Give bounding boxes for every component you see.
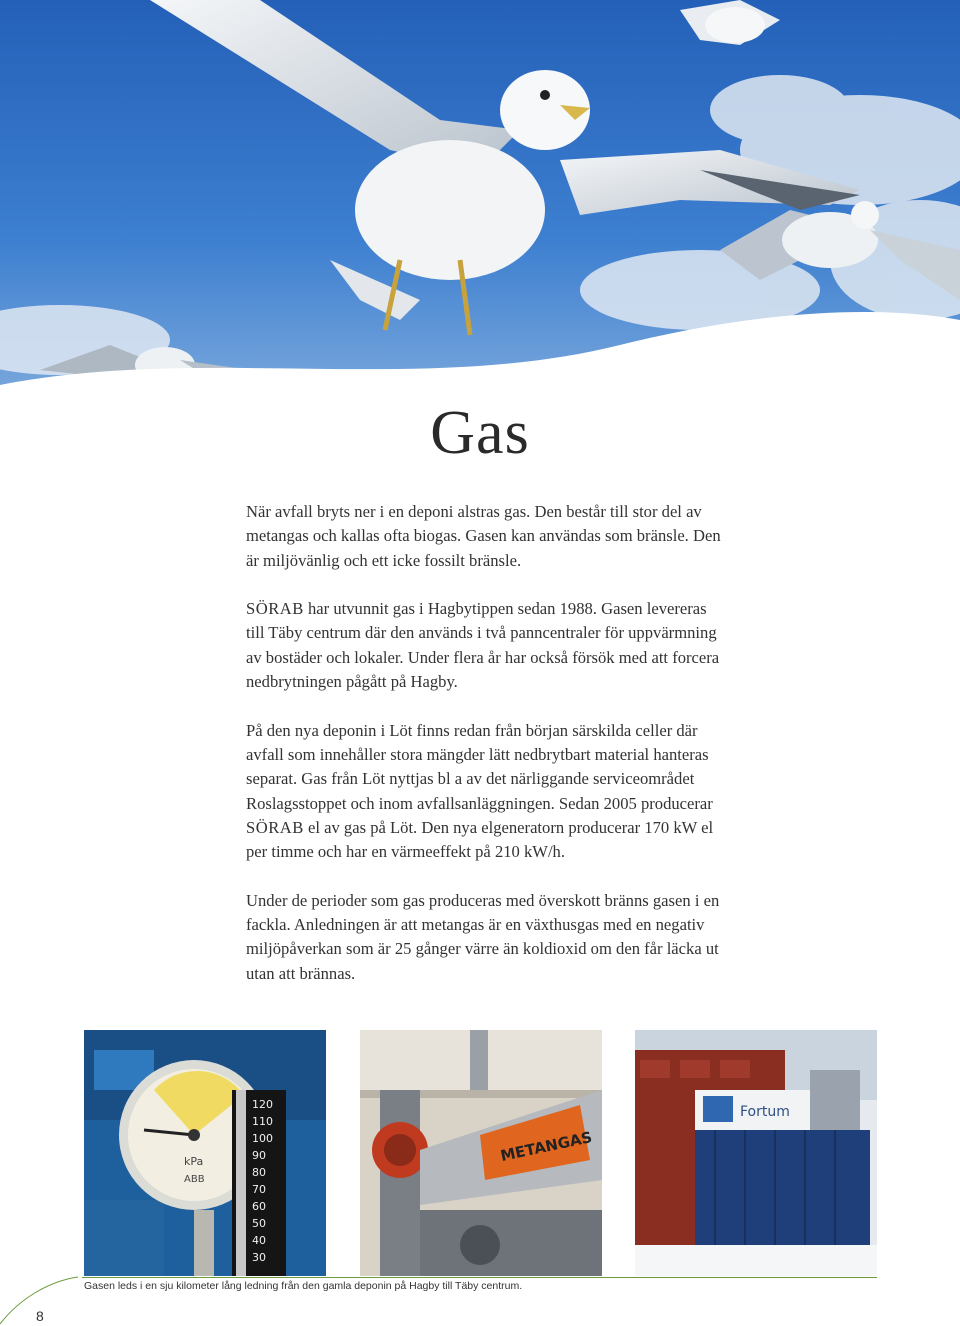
paragraph-4-text: Under de perioder som gas produceras med överskott bränns gasen i en fackla. Anledningen är att metangas är en växthusgas med en negativ miljöpåverkan som är 25 gånger värre än koldioxid om den får läcka ut utan att brännas. bbox=[246, 890, 720, 983]
thermometer-mark: 70 bbox=[252, 1183, 266, 1196]
pipe-label: METANGAS bbox=[498, 1128, 594, 1166]
thermometer-mark: 90 bbox=[252, 1149, 266, 1162]
caption-rule bbox=[82, 1277, 877, 1278]
paragraph-3-text-a: På den nya deponin i Löt finns redan från början särskilda celler där avfall som innehåller stora mängder lätt nedbrytbart material hanteras separat. Gas från Löt nyttjas bl a av det närliggande serviceområdet Roslagsstoppet och inom avfallsanläggningen. Sedan 2005 producerar bbox=[246, 720, 713, 813]
sorab-name: SÖRAB bbox=[246, 599, 304, 619]
photo-caption: Gasen leds i en sju kilometer lång ledning från den gamla deponin på Hagby till Täby centrum. bbox=[84, 1280, 523, 1292]
paragraph-2-text: har utvunnit gas i Hagbytippen sedan 1988. Gasen levereras till Täby centrum där den används i två panncentraler för uppvärmning av bostäder och lokaler. Under flera år har också försök med att forcera nedbrytningen pågått på Hagby. bbox=[246, 599, 720, 692]
photo-strip bbox=[0, 1030, 960, 1276]
thermometer-mark: 120 bbox=[252, 1098, 273, 1111]
body-text bbox=[246, 500, 726, 1010]
thermometer-mark: 110 bbox=[252, 1115, 273, 1128]
paragraph-4 bbox=[246, 889, 726, 986]
page-title: Gas bbox=[430, 399, 530, 467]
thermometer-mark: 100 bbox=[252, 1132, 273, 1145]
thermometer-mark: 50 bbox=[252, 1217, 266, 1230]
photo-building bbox=[635, 1030, 877, 1276]
paragraph-1-text: När avfall bryts ner i en deponi alstras gas. Den består till stor del av metangas och kallas ofta biogas. Gasen kan användas som bränsle. Den är miljövänlig och ett icke fossilt bränsle. bbox=[246, 502, 721, 570]
thermometer-mark: 60 bbox=[252, 1200, 266, 1213]
sorab-name: SÖRAB bbox=[246, 817, 304, 837]
paragraph-2 bbox=[246, 597, 726, 694]
paragraph-3-text-b: el av gas på Löt. Den nya elgeneratorn producerar 170 kW el per timme och har en värmeeffekt på 210 kW/h. bbox=[246, 817, 714, 862]
gauge-brand-label: ABB bbox=[184, 1174, 205, 1185]
gauge-unit-label: kPa bbox=[184, 1155, 204, 1168]
thermometer-mark: 30 bbox=[252, 1251, 266, 1264]
photo-gauge bbox=[84, 1030, 326, 1276]
thermometer-mark: 80 bbox=[252, 1166, 266, 1179]
paragraph-3 bbox=[246, 719, 726, 865]
building-sign: Fortum bbox=[740, 1104, 790, 1120]
photo-pipe bbox=[360, 1030, 602, 1276]
page-number: 8 bbox=[36, 1308, 44, 1324]
hero-photo-seagulls bbox=[0, 0, 960, 400]
thermometer-mark: 40 bbox=[252, 1234, 266, 1247]
paragraph-1 bbox=[246, 500, 726, 573]
